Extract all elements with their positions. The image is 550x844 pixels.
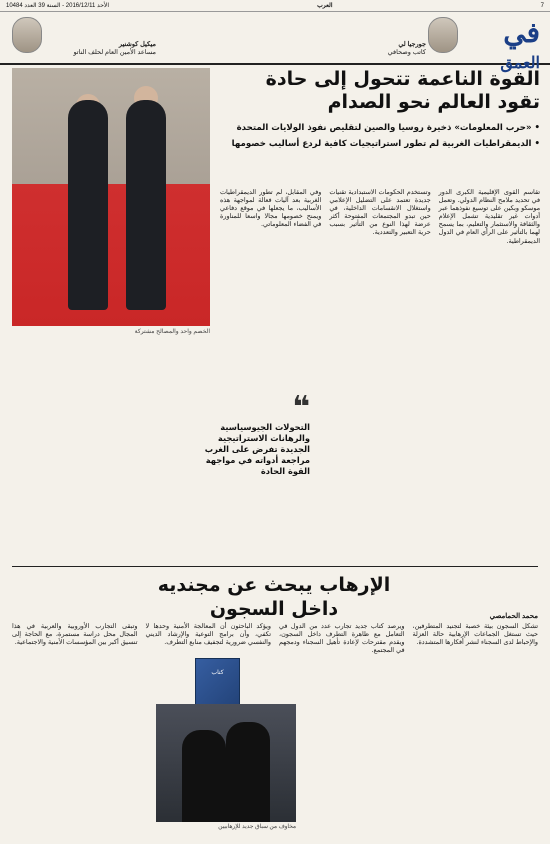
bottom-col-1: تشكل السجون بيئة خصبة لتجنيد المتطرفين، حيث تستغل الجماعات الإرهابية حالة العزلة والإحباط لدى السجناء لنشر أفكارها المتشددة. — [412, 622, 538, 647]
security-photo-caption: مخاوف من سباق جديد للإرهابيين — [218, 824, 296, 830]
paper-name: العرب — [317, 3, 333, 9]
leaders-photo — [12, 68, 210, 326]
main-article-columns — [220, 188, 540, 563]
security-photo — [156, 704, 296, 822]
bottom-col-2: ويرصد كتاب جديد تجارب عدد من الدول في التعامل مع ظاهرة التطرف داخل السجون، ويقدم مقترحات لإعادة تأهيل السجناء ودمجهم في المجتمع. — [279, 622, 405, 655]
issue-info: الأحد 2016/12/11 - السنة 39 العدد 10484 — [6, 3, 110, 9]
bottom-headline: الإرهاب يبحث عن مجنديه داخل السجون — [157, 574, 391, 620]
writer1-avatar — [428, 17, 458, 53]
writer1-info — [336, 41, 426, 57]
writer2-info — [46, 41, 156, 57]
writer2-title: مساعد الأمين العام لحلف الناتو — [73, 49, 156, 56]
article-col-2: وتستخدم الحكومات الاستبدادية تقنيات جديدة تعتمد على التضليل الإعلامي واستغلال الانقسامات الداخلية، في حين تبدو المجتمعات المفتوحة أكثر عرضة لهذا النوع من التأثير بسبب حرية التعبير والتعددية. — [329, 188, 431, 237]
quote-mark-icon: ❝ — [292, 390, 310, 425]
writer2-avatar — [12, 17, 42, 53]
section-brand: في العمق — [500, 18, 540, 72]
top-bar — [0, 0, 550, 12]
writer2-name: ميكيل كوشنير — [118, 41, 156, 48]
writer1-title: كاتب وصحافي — [387, 49, 426, 56]
writer1-name: جورجيا لي — [398, 41, 426, 48]
subheadline-2: • الديمقراطيات الغربية لم تطور استراتيجيات كافية لردع أساليب خصومها — [231, 139, 540, 149]
bottom-col-4: وتبقى التجارب الأوروبية والعربية في هذا المجال محل دراسة مستمرة، مع الحاجة إلى تنسيق أكبر بين المؤسسات الأمنية والاجتماعية. — [12, 622, 138, 647]
bottom-author: محمد الحمامصي — [489, 613, 538, 620]
bottom-col-3: ويؤكد الباحثون أن المعالجة الأمنية وحدها لا تكفي، وأن برامج التوعية والإرشاد الديني والنفسي ضرورية لتجفيف منابع التطرف. — [145, 622, 271, 647]
page-number: 7 — [540, 2, 544, 9]
article-col-3: وفي المقابل، لم تطور الديمقراطيات الغربية بعد آليات فعالة لمواجهة هذه الأساليب، ما يجعلها في موقع دفاعي ويمنح خصومها مجالا واسعا للمناورة في الفضاء المعلوماتي. — [220, 188, 322, 229]
pull-quote: ❝ التحولات الجيوسياسية والرهانات الاستراتيجية الجديدة تفرض على الغرب مراجعة أدواته في مواجهة القوة الحادة — [190, 398, 310, 477]
subheadline-1: • «حرب المعلومات» ذخيرة روسيا والصين لتقليص نفوذ الولايات المتحدة — [236, 123, 540, 133]
section-divider — [12, 566, 538, 567]
masthead — [0, 13, 550, 72]
photo-caption: الخصم واحد والمصالح مشتركة — [134, 329, 210, 335]
main-headline: القوة الناعمة تتحول إلى حادة تقود العالم نحو الصدام — [265, 68, 540, 113]
book-cover: كتاب — [195, 658, 240, 720]
article-col-1: تقاسم القوى الإقليمية الكبرى الدور في تحديد ملامح النظام الدولي. وتعمل موسكو وبكين على توسيع نفوذهما عبر أدوات غير تقليدية تشمل الإعلام والثقافة والاستثمار والتعليم، بما يسمح لهما بالتأثير على الرأي العام في الدول الديمقراطية. — [438, 188, 540, 245]
